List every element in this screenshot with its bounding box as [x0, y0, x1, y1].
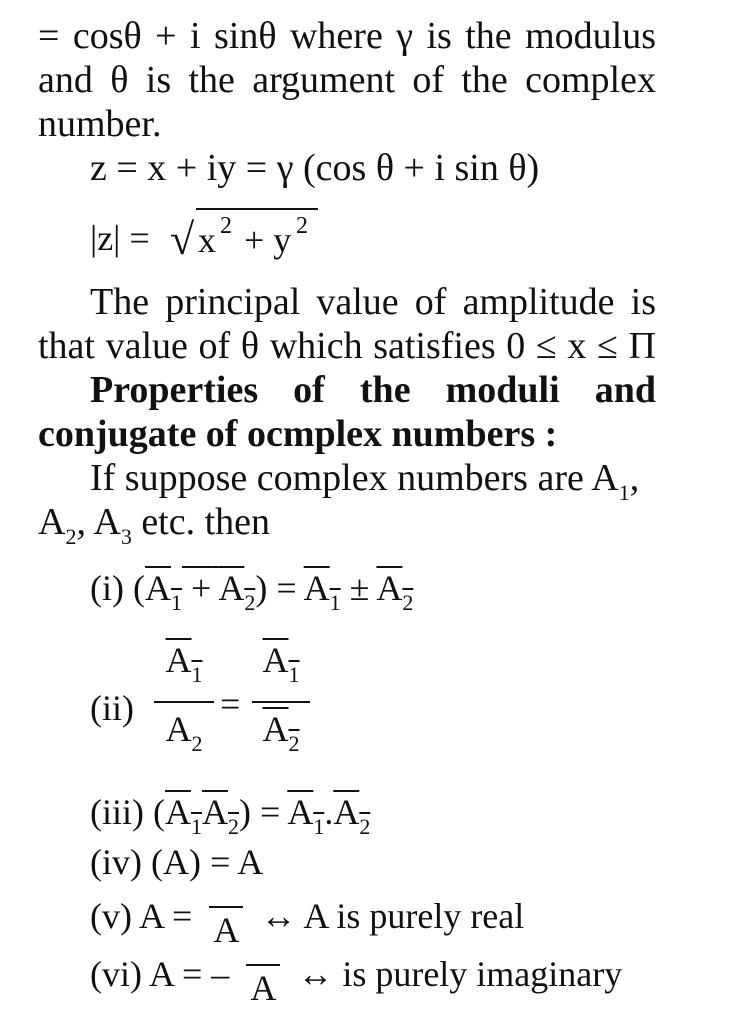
modulus-x: x: [198, 220, 216, 260]
suppose-line-2: [38, 500, 270, 559]
a2-letter: A: [38, 501, 66, 543]
principal-value-line-1: The principal value of amplitude is: [90, 281, 656, 323]
property-iv: (iv) (A) = A: [90, 842, 264, 882]
property-v-tail: ↔ A is purely real: [260, 896, 525, 936]
conj-a1-num: $A_1$: [165, 640, 203, 687]
property-vi: [90, 950, 623, 1008]
equals: =: [276, 568, 297, 608]
property-vi-tail: ↔ is purely imaginary: [297, 954, 623, 994]
sub-1: 1: [618, 480, 630, 505]
principal-value-line-2: that value of θ which satisfies 0 ≤ x ≤ Π: [38, 325, 656, 367]
section-heading-line-1: Properties of the moduli and: [90, 369, 656, 411]
conj-sum: $A_1 + A_2$: [144, 568, 256, 615]
sqrt-symbol: √: [170, 215, 195, 264]
sub-2: 2: [65, 524, 77, 549]
intro-line-3: number.: [38, 103, 162, 145]
conj-a2: $A_2$: [376, 568, 414, 615]
modulus-y-squared: 2: [296, 213, 308, 239]
etc-then: etc. then: [131, 501, 271, 543]
label-iii: (iii): [90, 792, 144, 832]
polar-form-equation: z = x + iy = γ (cos θ + i sin θ): [90, 147, 540, 189]
a3-letter: , A: [76, 501, 121, 543]
conj-a1-num-right: $A_1$: [262, 640, 300, 687]
intro-line-2: and θ is the argument of the complex: [38, 59, 656, 101]
conj-a-vi: A: [246, 964, 280, 1010]
conj-a2-prod: $A_2$: [333, 792, 371, 839]
conj-a-v: A: [209, 906, 243, 952]
modulus-lhs: |z| =: [90, 218, 150, 258]
intro-line-1: = cosθ + i sinθ where γ is the modulus: [38, 15, 656, 57]
paren: ): [255, 568, 268, 608]
label-v: (v) A =: [90, 896, 193, 936]
property-v: [90, 892, 525, 950]
conj-product: $A_1A_2$: [164, 792, 239, 839]
section-heading-line-2: conjugate of ocmplex numbers :: [38, 413, 558, 455]
conj-a1: $A_1$: [303, 568, 341, 615]
sub-3: 3: [120, 524, 132, 549]
comma: ,: [629, 457, 640, 499]
modulus-x-squared: 2: [220, 213, 232, 239]
equals: =: [220, 684, 241, 724]
paren: (: [132, 568, 145, 608]
conj-a1-prod: $A_1$: [287, 792, 325, 839]
label-vi: (vi) A = –: [90, 954, 230, 994]
fraction-right: [252, 640, 310, 764]
property-i: [90, 566, 413, 625]
modulus-plus-y: + y: [244, 220, 292, 260]
fraction-left: $A_1$ $A_2$: [154, 640, 214, 764]
plus-minus: ±: [349, 568, 370, 608]
label-ii: (ii): [90, 688, 134, 728]
conj-a2-den-right: $A_2$: [262, 709, 300, 756]
label-i: (i): [90, 568, 124, 608]
property-iii: (iii) $(A_1A_2) = A_1.A_2$: [90, 792, 371, 839]
suppose-text: If suppose complex numbers are A: [90, 457, 619, 499]
